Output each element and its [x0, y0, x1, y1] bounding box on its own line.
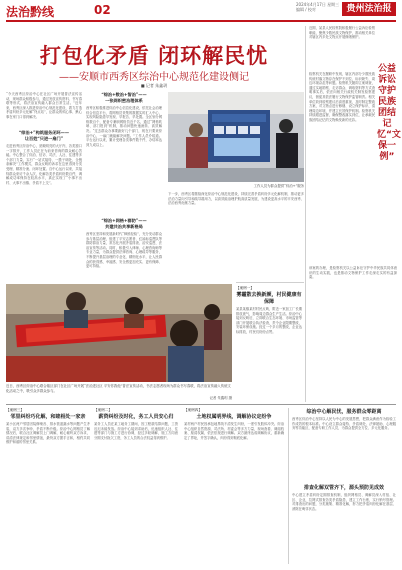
case-left-title: 雾霾散去换新颜，村民健康有保障	[236, 292, 302, 305]
photo2-caption: 近日，西秀区综治中心联合辖区部门在社区广场开展“法治进社区 平安你我他”普法宣传活动，书法志愿者现场为群众书写春联，将法治宣传融入传统文化活动之中，吸引众多群众参与。	[6, 384, 231, 393]
photo-service-hall-image	[168, 92, 304, 182]
masthead-meta	[296, 2, 339, 12]
case-box-bottom-left	[6, 408, 90, 564]
continued-body	[168, 192, 304, 282]
section3-text: 西秀区坚持和发展新时代“枫桥经验”，充分发动群众参与基层治理，组建了平安志愿者、红袖标巡逻队等群防群治力量，常态化开展矛盾排查、治安巡逻、法治宣传等活动。同时，积极引入律师、心理咨询师等专业力量，为群众提供法律咨询、心理疏导等服务，不断提升基层治理的专业化、精细化水平，让人民群众的获得感、幸福感、安全感更加充实、更有保障、更可持续。	[86, 232, 162, 269]
byline: ■ 记者 朱鑫玥	[140, 83, 168, 88]
case-box-mid	[94, 408, 178, 564]
section3-body	[86, 232, 162, 280]
continued-text: 下一步，西秀区将继续深化综治中心规范化建设，持续完善矛盾纠纷多元化解机制，推动更多法治力量向引导和疏导端用力，以高效能治理护航高质量发展，为建设更高水平的平安西秀、法治西秀贡献力量。	[168, 192, 304, 206]
lead-text: “今天西秀区综治中心在社区广场开展普法宣传活动，现场群众积极参与，通过发放宣传资料、书写春联等形式，将法治宣传融入群众日常生活。”近年来，西秀区深入推进综治中心规范化建设，着力打造矛盾纠纷多元化解“终点站”，让群众的烦心事、揪心事在家门口得到解决。	[6, 92, 82, 119]
section1-text: 走进西秀区综治中心，宽敞明亮的大厅内，各类窗口一字排开，工作人员正在为前来咨询的群众耐心答疑。中心整合了综治、信访、司法、人社、住建等多个部门力量，实行“一站式接待、一揽子调处、全链条解决”工作模式，群众反映的诉求在这里得到分类受理、精准分流、闭环处置。自中心运行以来，共接待群众来访千余人次，化解各类矛盾纠纷数百件，调解成功率保持在较高水平，真正实现了“小事不出村、大事不出镇、矛盾不上交”。	[6, 144, 82, 185]
sidebar-body	[309, 72, 375, 262]
lead-paragraph	[6, 92, 82, 128]
sidebar-lead	[309, 26, 375, 70]
case-divider-top	[236, 282, 304, 283]
case-br-title: 土地权属明界线，调解协议定纷争	[196, 414, 272, 420]
page-number: 02	[94, 3, 111, 17]
photo1-caption: 工作人员为群众提供“综治+”服务	[253, 184, 304, 188]
subheadline: ——安顺市西秀区综治中心规范化建设侧记	[59, 72, 249, 83]
section3-heading	[86, 218, 162, 230]
lower-section-rule	[6, 404, 396, 405]
section3-title: “综治+网格+群防”——	[101, 218, 147, 223]
bottom-right-title1: 综治中心解民忧，服务群众零距离	[306, 409, 382, 415]
case-bl-body: 某小区两户邻居因装修噪音、排水管道漏水等问题产生矛盾，双方多次争吵，矛盾不断升级。综治中心网格员了解情况后，联合社区调解员上门调解，耐心倾听双方诉求，讲清法律规定和邻里情谊，最终双方握手言和，相约共同维护和谐的邻里关系。	[6, 422, 90, 445]
newspaper-logo: 贵州法治报	[342, 2, 396, 16]
bottom-right-body1: 西秀区综治中心坚持以人民为中心的发展思想，把群众满意作为检验工作成效的根本标准。中心设立群众接待、矛盾调处、法律援助、心理服务等功能区，配备专职工作人员，为群众提供全方位、多元化服务。	[292, 417, 396, 431]
photo-service-hall	[168, 92, 304, 182]
section1-heading	[6, 130, 82, 142]
headline: 打包化矛盾 闭环解民忧	[39, 44, 269, 68]
sidebar-divider	[305, 26, 306, 402]
section2-heading	[86, 92, 162, 104]
sidebar-body2-text: 该案的办理，是检察机关以公益诉讼守护中华民族共同体意识的生动实践，也是推动文物保护工作走深走实的有益探索。	[309, 266, 397, 280]
case-box-left	[236, 286, 302, 407]
bottom-right-divider	[288, 408, 289, 564]
section2-body	[86, 106, 162, 216]
section1-title: “综治+”构筑服务闭环——	[18, 130, 70, 135]
masthead-date: 2024年4月17日 星期三	[296, 2, 340, 7]
section3-subtitle: 共建共治共享新格局	[105, 224, 143, 229]
sidebar-lead-text: 近期，某县人民检察院积极履行公益诉讼检察职能，聚焦少数民族文物保护，推动相关单位对辖区内多处文物点开展修缮保护。	[309, 26, 375, 40]
sidebar-body2	[309, 266, 397, 402]
case-mid-body: 某务工人员在某工地务工期间，因工程款结算问题，工资迟迟未能发放。综治中心接到求助后，迅速组织人社、住建等部门与施工方进行协调，经过多轮调解，施工方同意分期支付拖欠工资，务工人员的合法权益得到维护。	[94, 422, 178, 440]
case-bl-tag: 【案例三】	[6, 408, 24, 412]
sidebar-title: 公益诉讼守护民族团结记忆“文保一例”	[377, 64, 401, 162]
masthead-editor: 编辑 / 校对	[296, 7, 316, 12]
section2-text: 西秀区积极推进综治中心信息化建设，依托社会治理综合信息平台，将网格员采集的数据实时汇入中心，实现风险隐患早发现、早报告、早处置。全区划分网格数百个，配备专兼职网格员近千名，通过“网格吹哨、部门报到”机制，推动问题快速流转、高效解决。“过去群众办事要跑好几个部门，现在只要来综治中心，一扇门就能解决问题。”工作人员介绍道。平台运行以来，累计受理各类事件数千件，办结率达到九成以上。	[86, 106, 162, 147]
bottom-right-title2: 排查化解双管齐下，源头预防见成效	[303, 485, 384, 491]
case-left-tag: 【案例一】	[236, 286, 254, 290]
bottom-right-column	[292, 408, 396, 561]
case-left-body: 某县某镇某村村民反映，附近一家加工厂长期排放废气，影响周边群众生产生活。综治中心接到反映后，立即联合生态环境、市场监管等部门开展联合执法检查，责令企业限期整改，安装环保设施。经过一个多月的整改，企业达标排放，村民们纷纷点赞。	[236, 307, 302, 334]
case-box-bottom-right	[184, 408, 284, 564]
section-name: 法治黔线	[6, 5, 55, 19]
case-br-body: 某村两户村民因承包地界线不清发生纠纷，一度引发肢体冲突。综治中心组织自然资源、司法所、村委会等多方力量，现场查看、调阅档案、厘清权属，依法依规进行调解。双方最终达成调解协议，重新确定了界址，并签字确认，纠纷得到彻底化解。	[184, 422, 284, 440]
bottom-right-body2: 中心建立矛盾纠纷定期排查机制，组织网格员、调解员深入村组、社区、企业，拉网式排查各类矛盾隐患，建立工作台账，实行销号管理。对排查出的问题，分类施策、精准化解，努力把矛盾纠纷化解在基层、消除在萌芽状态。	[292, 493, 396, 511]
photo2-credit: 记者 朱鑫玥 摄	[209, 396, 232, 400]
section2-title: “综治+数治+智治”——	[101, 92, 147, 97]
photo-calligraphy-event	[6, 284, 232, 382]
case-bl-title: 邻里纠纷巧化解，和睦相处一家亲	[10, 414, 86, 420]
case-mid-title: 薪资纠纷及时化，务工人员安心归	[98, 414, 174, 420]
section2-subtitle: 一张网织密治理体系	[105, 98, 143, 103]
case-mid-tag: 【案例二】	[94, 408, 112, 412]
sidebar-body-text: 检察机关在履职中发现，辖区内部分少数民族传统村落文物存在保护不到位、标识缺失、周边环境杂乱等问题。检察机关随即立案调查，通过实地勘察、走访群众、调取资料等方式查明事实后，依法向相关行政机关制发检察建议，督促其依法履行文物保护监管职责。相关单位收到检察建议后高度重视，及时制定整改方案，对文物点进行修缮、设立保护标识、清理周边环境，并建立长效保护机制。检察机关持续跟进监督，确保整改落实到位，让承载民族团结记忆的文物焕发新的光彩。	[309, 72, 375, 122]
masthead-rule	[6, 20, 396, 22]
photo-calligraphy-event-image	[6, 284, 232, 382]
case-br-tag: 【案例四】	[184, 408, 202, 412]
section1-subtitle: 让百姓“只进一扇门”	[24, 136, 64, 141]
